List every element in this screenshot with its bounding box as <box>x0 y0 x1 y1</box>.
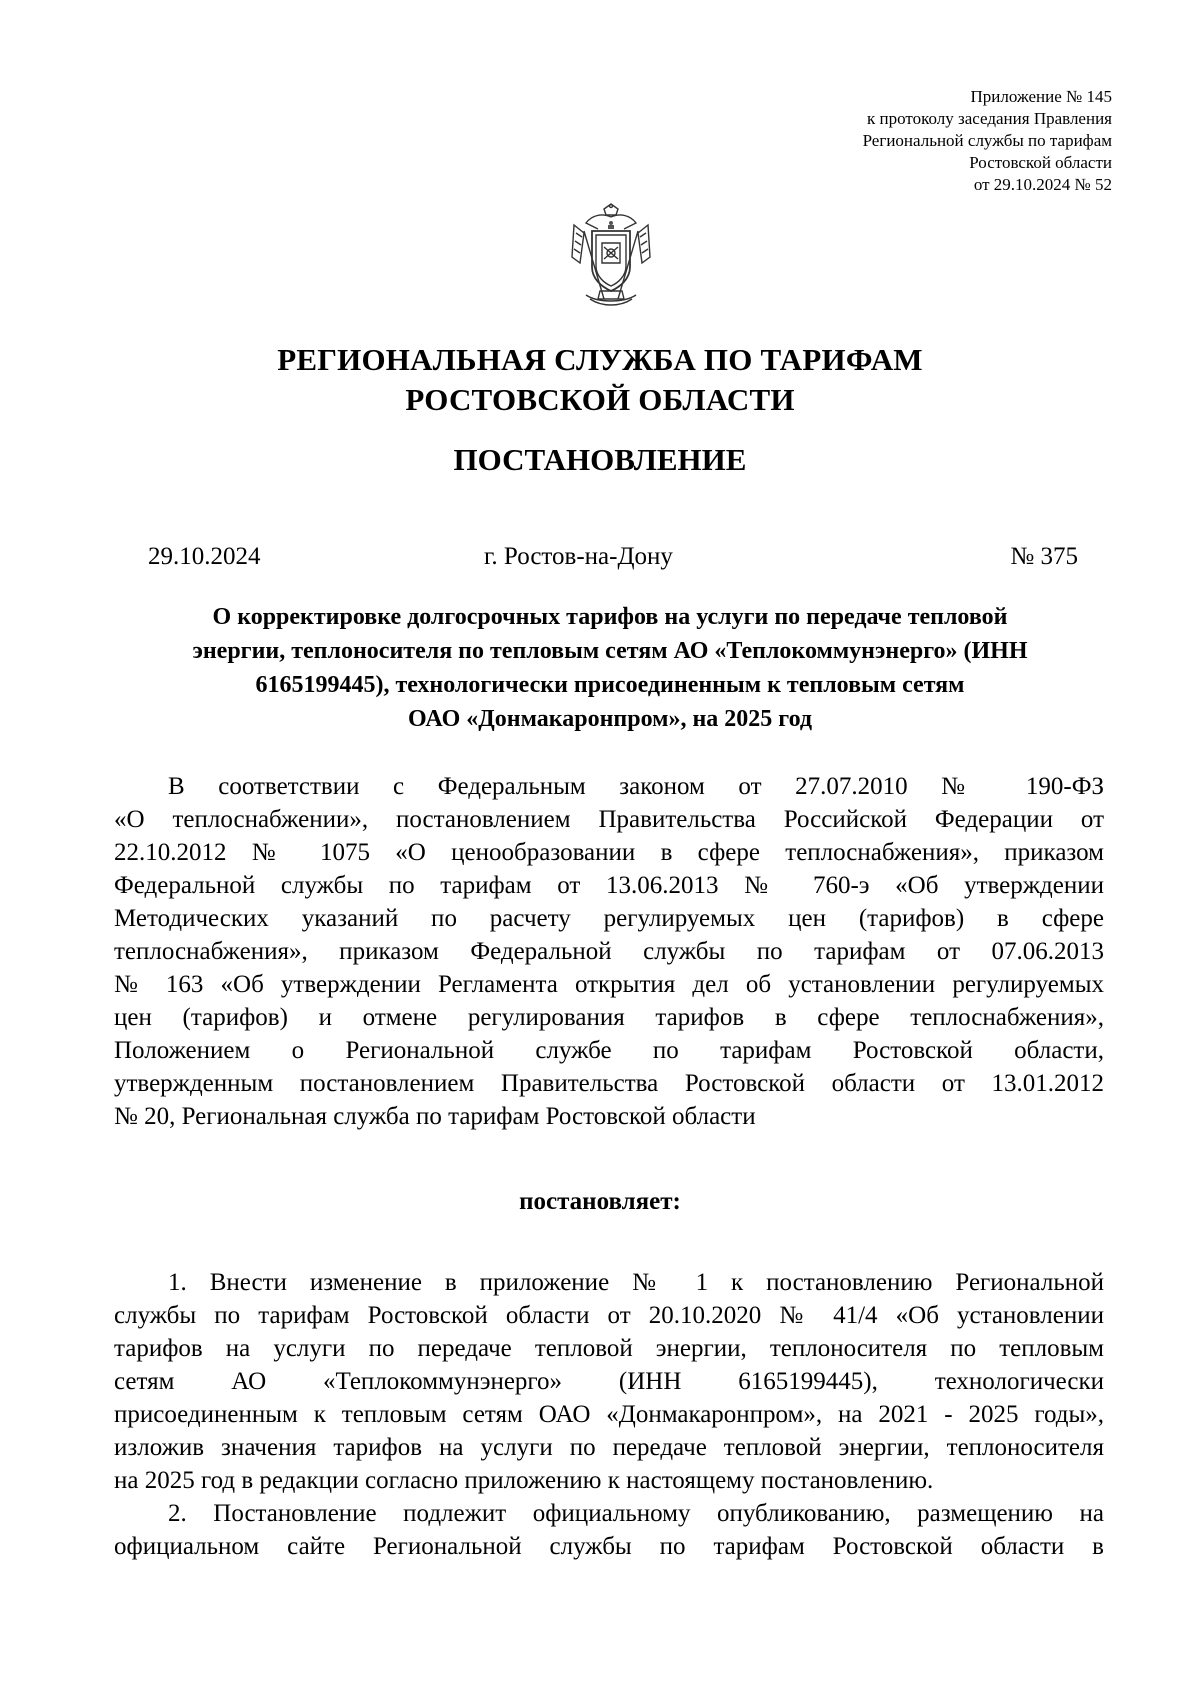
text-line: присоединенным к тепловым сетям ОАО «Донмакаронпром», на 2021 - 2025 годы», <box>114 1401 1104 1428</box>
text-line: Положением о Региональной службе по тарифам Ростовской области, <box>114 1037 1104 1064</box>
appendix-line: Региональной службы по тарифам <box>862 131 1112 150</box>
subject-line: О корректировке долгосрочных тарифов на услуги по передаче тепловой <box>212 604 1008 630</box>
document-date: 29.10.2024 <box>148 543 261 570</box>
text-line: цен (тарифов) и отмене регулирования тарифов в сфере теплоснабжения», <box>114 1004 1104 1031</box>
text-line: сетям АО «Теплокоммунэнерго» (ИНН 6165199445), технологически <box>114 1368 1104 1395</box>
text-line: официальном сайте Региональной службы по тарифам Ростовской области в <box>114 1533 1104 1560</box>
organization-name <box>0 340 1200 420</box>
text-line: тарифов на услуги по передаче тепловой энергии, теплоносителя по тепловым <box>114 1335 1104 1362</box>
text-line: № 163 «Об утверждении Регламента открытия дел об установлении регулируемых <box>114 971 1104 998</box>
text-line: утвержденным постановлением Правительства Ростовской области от 13.01.2012 <box>114 1070 1104 1097</box>
text-line: 1. Внести изменение в приложение № 1 к постановлению Региональной <box>168 1269 1104 1296</box>
text-line: 2. Постановление подлежит официальному опубликованию, размещению на <box>168 1500 1104 1527</box>
appendix-line: Ростовской области <box>969 153 1112 172</box>
organization-name-line: РОСТОВСКОЙ ОБЛАСТИ <box>405 382 795 417</box>
text-line: 22.10.2012 № 1075 «О ценообразовании в сфере теплоснабжения», приказом <box>114 839 1104 866</box>
appendix-line: к протоколу заседания Правления <box>867 109 1112 128</box>
text-line: Федеральной службы по тарифам от 13.06.2013 № 760-э «Об утверждении <box>114 872 1104 899</box>
text-line: теплоснабжения», приказом Федеральной службы по тарифам от 07.06.2013 <box>114 938 1104 965</box>
appendix-line: Приложение № 145 <box>970 87 1112 106</box>
document-number: № 375 <box>1010 543 1078 570</box>
coat-of-arms-icon <box>564 203 658 309</box>
resolves-heading: постановляет: <box>519 1188 681 1215</box>
subject-line: ОАО «Донмакаронпром», на 2025 год <box>407 706 813 732</box>
appendix-note <box>692 86 1112 196</box>
appendix-line: от 29.10.2024 № 52 <box>973 175 1112 194</box>
text-line: на 2025 год в редакции согласно приложению к настоящему постановлению. <box>114 1467 934 1494</box>
organization-name-line: РЕГИОНАЛЬНАЯ СЛУЖБА ПО ТАРИФАМ <box>277 342 923 377</box>
text-line: «О теплоснабжении», постановлением Правительства Российской Федерации от <box>114 806 1104 833</box>
document-subject <box>110 600 1110 736</box>
resolution-items <box>114 1266 1104 1563</box>
subject-line: 6165199445), технологически присоединенным к тепловым сетям <box>255 672 965 698</box>
document-type: ПОСТАНОВЛЕНИЕ <box>453 442 747 477</box>
document-city: г. Ростов-на-Дону <box>484 543 673 570</box>
text-line: Методических указаний по расчету регулируемых цен (тарифов) в сфере <box>114 905 1104 932</box>
text-line: В соответствии с Федеральным законом от 27.07.2010 № 190-ФЗ <box>168 773 1104 800</box>
document-meta <box>148 540 1078 574</box>
text-line: службы по тарифам Ростовской области от 20.10.2020 № 41/4 «Об установлении <box>114 1302 1104 1329</box>
subject-line: энергии, теплоносителя по тепловым сетям АО «Теплокоммунэнерго» (ИНН <box>192 638 1028 664</box>
text-line: изложив значения тарифов на услуги по передаче тепловой энергии, теплоносителя <box>114 1434 1104 1461</box>
preamble-paragraph <box>114 770 1104 1133</box>
text-line: № 20, Региональная служба по тарифам Ростовской области <box>114 1103 756 1130</box>
